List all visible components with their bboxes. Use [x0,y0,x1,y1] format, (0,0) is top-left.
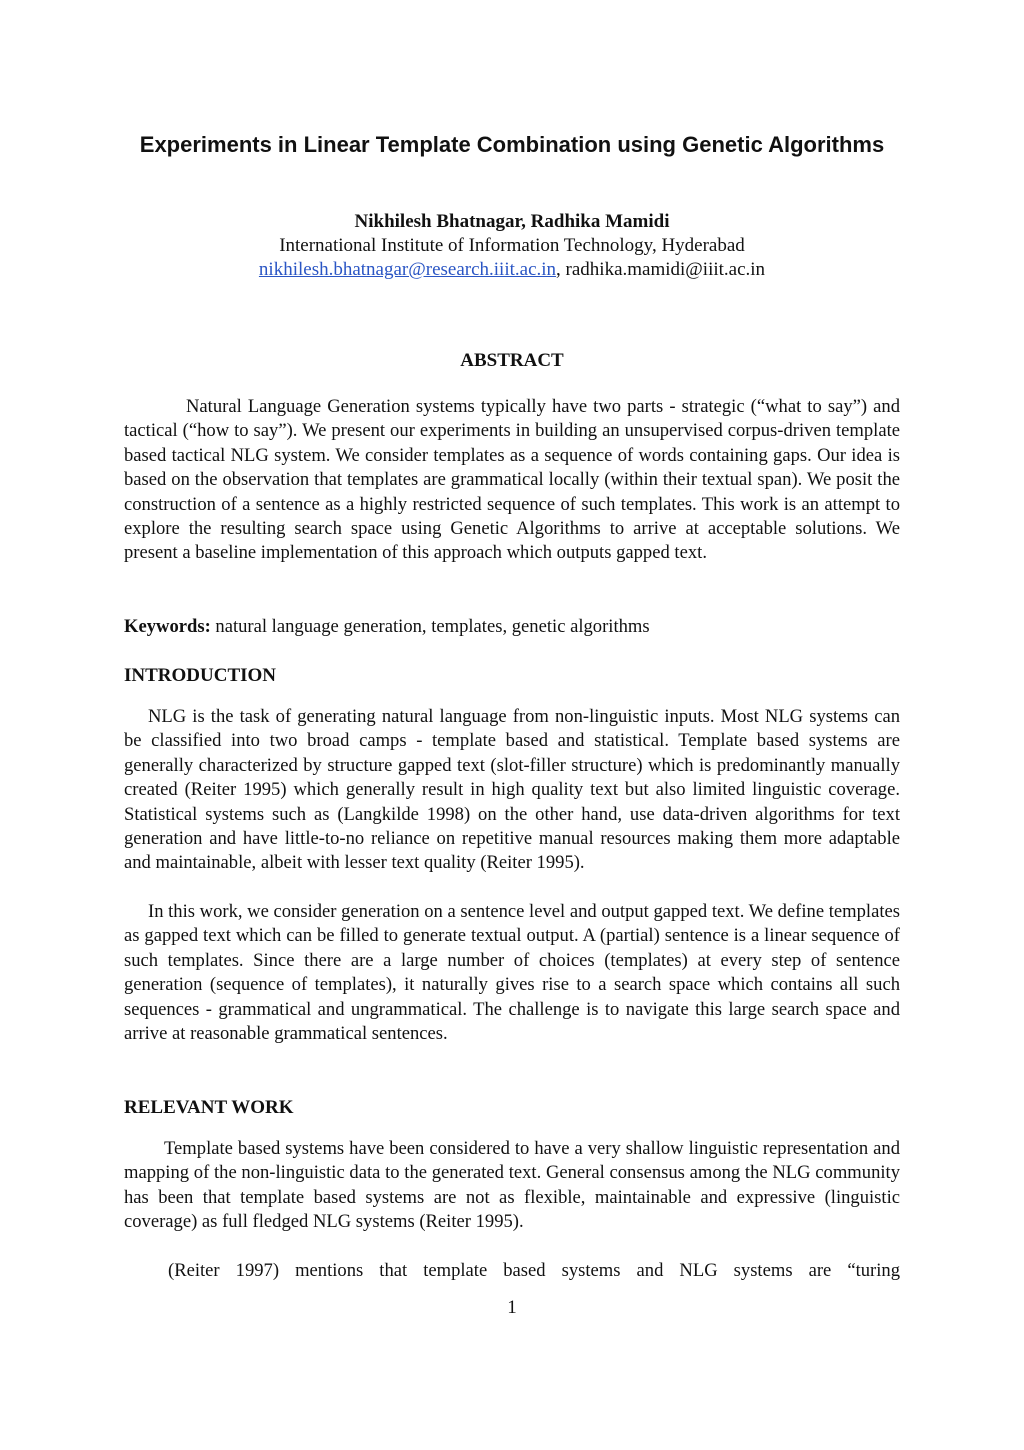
author-block [124,210,900,282]
introduction-paragraph: In this work, we consider generation on a sentence level and output gapped text. We define templates as gapped text which can be filled to generate textual output. A (partial) sentence is a linear sequence of such templates. Since there are a large number of choices (templates) at every step of sentence generation (sequence of templates), it naturally gives rise to a search space which contains all such sequences - grammatical and ungrammatical. The challenge is to navigate this large search space and arrive at reasonable grammatical sentences. [124,901,900,1045]
page-number: 1 [507,1297,517,1318]
email-separator: , [556,259,566,280]
paper-title: Experiments in Linear Template Combination using Genetic Algorithms [139,132,885,157]
email-link-primary[interactable]: nikhilesh.bhatnagar@research.iiit.ac.in [258,259,557,280]
keywords-line [124,615,900,639]
relevant-work-heading: RELEVANT WORK [124,1097,294,1118]
abstract-heading: ABSTRACT [460,350,564,371]
email-secondary: radhika.mamidi@iiit.ac.in [565,259,766,280]
relevant-work-paragraph: (Reiter 1997) mentions that template based systems and NLG systems are “turing [168,1260,900,1281]
relevant-work-paragraph: Template based systems have been considered to have a very shallow linguistic representation and mapping of the non-linguistic data to the generated text. General consensus among the NLG community has been that template based systems are not as flexible, maintainable and expressive (linguistic coverage) as full fledged NLG systems (Reiter 1995). [124,1138,900,1233]
keywords-label: Keywords: [124,616,211,637]
introduction-heading: INTRODUCTION [124,665,277,686]
affiliation: International Institute of Information Technology, Hyderabad [279,235,745,256]
author-names: Nikhilesh Bhatnagar, Radhika Mamidi [354,211,670,232]
email-line [124,258,900,282]
introduction-paragraph: NLG is the task of generating natural language from non-linguistic inputs. Most NLG systems can be classified into two broad camps - template based and statistical. Template based systems are generally characterized by structure gapped text (slot-filler structure) which is predominantly manually created (Reiter 1995) which generally result in high quality text but also limited linguistic coverage. Statistical systems such as (Langkilde 1998) on the other hand, use data-driven algorithms for text generation and have little-to-no reliance on repetitive manual resources making them more adaptable and maintainable, albeit with lesser text quality (Reiter 1995). [124,706,900,874]
paper-page [124,0,900,1450]
keywords-text: natural language generation, templates, genetic algorithms [210,616,650,637]
abstract-text: Natural Language Generation systems typically have two parts - strategic (“what to say”) and tactical (“how to say”). We present our experiments in building an unsupervised corpus-driven template based tactical NLG system. We consider templates as a sequence of words containing gaps. Our idea is based on the observation that templates are grammatical locally (within their textual span). We posit the construction of a sentence as a highly restricted sequence of such templates. This work is an attempt to explore the resulting search space using Genetic Algorithms to arrive at acceptable solutions. We present a baseline implementation of this approach which outputs gapped text. [124,396,900,564]
